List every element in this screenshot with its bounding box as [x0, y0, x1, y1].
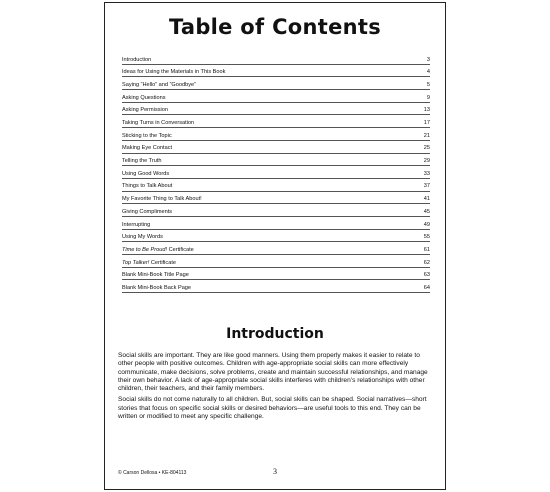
toc-row	[122, 141, 430, 154]
toc-entry-page: 25	[423, 145, 430, 152]
toc-entry-title: Blank Mini-Book Title Page	[122, 272, 189, 279]
toc-row	[122, 154, 430, 167]
toc-row	[122, 65, 430, 78]
toc-entry-title	[122, 248, 194, 254]
toc-row	[122, 52, 430, 65]
toc-entry-page: 4	[426, 69, 430, 76]
toc-entry-title: Interrupting	[122, 221, 151, 228]
toc-entry-page: 5	[426, 81, 430, 88]
toc-entry-title-rest: Certificate	[167, 246, 194, 253]
toc-entry-page: 17	[423, 120, 430, 127]
toc-entry-title: Sticking to the Topic	[122, 132, 172, 139]
toc-entry-page: 49	[423, 221, 430, 228]
toc-entry-title: Telling the Truth	[122, 158, 162, 165]
toc-row	[122, 217, 430, 230]
intro-heading: Introduction	[226, 326, 324, 342]
toc-entry-title: Using Good Words	[122, 170, 170, 177]
toc-entry-page: 13	[423, 107, 430, 114]
page-title: Table of Contents	[168, 15, 382, 39]
toc-entry-page: 62	[423, 259, 430, 266]
toc-row	[122, 280, 430, 293]
toc-entry-page: 55	[423, 234, 430, 241]
toc-entry-page: 45	[423, 208, 430, 215]
toc-row	[122, 103, 430, 116]
footer-copyright: © Carson Dellosa • KE-804113	[118, 470, 187, 476]
toc-entry-title	[122, 261, 176, 267]
toc-entry-title: Blank Mini-Book Back Page	[122, 284, 192, 291]
toc-entry-title: Making Eye Contact	[122, 145, 173, 152]
toc-entry-page: 33	[423, 170, 430, 177]
toc-row	[122, 192, 430, 205]
toc-row	[122, 90, 430, 103]
toc-row	[122, 204, 430, 217]
toc-entry-title-rest: Certificate	[149, 259, 176, 266]
toc-entry-page: 63	[423, 272, 430, 279]
toc-entry-page: 9	[426, 94, 430, 101]
intro-paragraph: Social skills do not come naturally to all children. But, social skills can be shaped. Social narratives—short stories that focus on specific social skills or desired behaviors—are useful tools to this end. They can be written or modified to meet any specific challenge.	[118, 396, 427, 421]
toc-entry-title: Introduction	[122, 56, 152, 63]
toc-entry-title: Using My Words	[122, 234, 163, 241]
toc-entry-page: 61	[423, 246, 430, 253]
toc-entry-page: 41	[423, 196, 430, 203]
toc-entry-page: 21	[423, 132, 430, 139]
toc-entry-title: Saying “Hello” and “Goodbye”	[122, 81, 196, 88]
toc-entry-page: 3	[426, 56, 430, 63]
toc-row	[122, 242, 430, 255]
toc-row	[122, 230, 430, 243]
toc-entry-title: Asking Permission	[122, 107, 169, 114]
intro-paragraph: Social skills are important. They are like good manners. Using them properly makes it easier to relate to other people with positive outcomes. Children with age-appropriate social skills can more effectively communicate, make decisions, solve problems, create and maintain successful relationships, and manage their own behavior. A lack of age-appropriate social skills interferes with children’s relationships with other children, their teachers, and their family members.	[118, 352, 428, 393]
intro-body	[118, 352, 436, 424]
toc-entry-page: 64	[423, 284, 430, 291]
toc-entry-title-italic: Time to Be Proud!	[122, 246, 168, 253]
page-number: 3	[273, 467, 277, 476]
table-of-contents	[122, 52, 430, 293]
toc-row	[122, 77, 430, 90]
toc-row	[122, 115, 430, 128]
toc-entry-title: My Favorite Thing to Talk About!	[122, 196, 202, 203]
toc-row	[122, 179, 430, 192]
toc-entry-title: Asking Questions	[122, 94, 166, 101]
toc-row	[122, 166, 430, 179]
toc-entry-title: Taking Turns in Conversation	[122, 120, 195, 127]
toc-row	[122, 128, 430, 141]
toc-entry-title-italic: Top Talker!	[122, 259, 150, 266]
toc-entry-title: Ideas for Using the Materials in This Book	[122, 69, 226, 76]
toc-entry-title: Things to Talk About	[122, 183, 173, 190]
toc-entry-page: 37	[423, 183, 430, 190]
toc-row	[122, 255, 430, 268]
toc-entry-page: 29	[423, 158, 430, 165]
toc-entry-title: Giving Compliments	[122, 208, 173, 215]
toc-row	[122, 268, 430, 281]
